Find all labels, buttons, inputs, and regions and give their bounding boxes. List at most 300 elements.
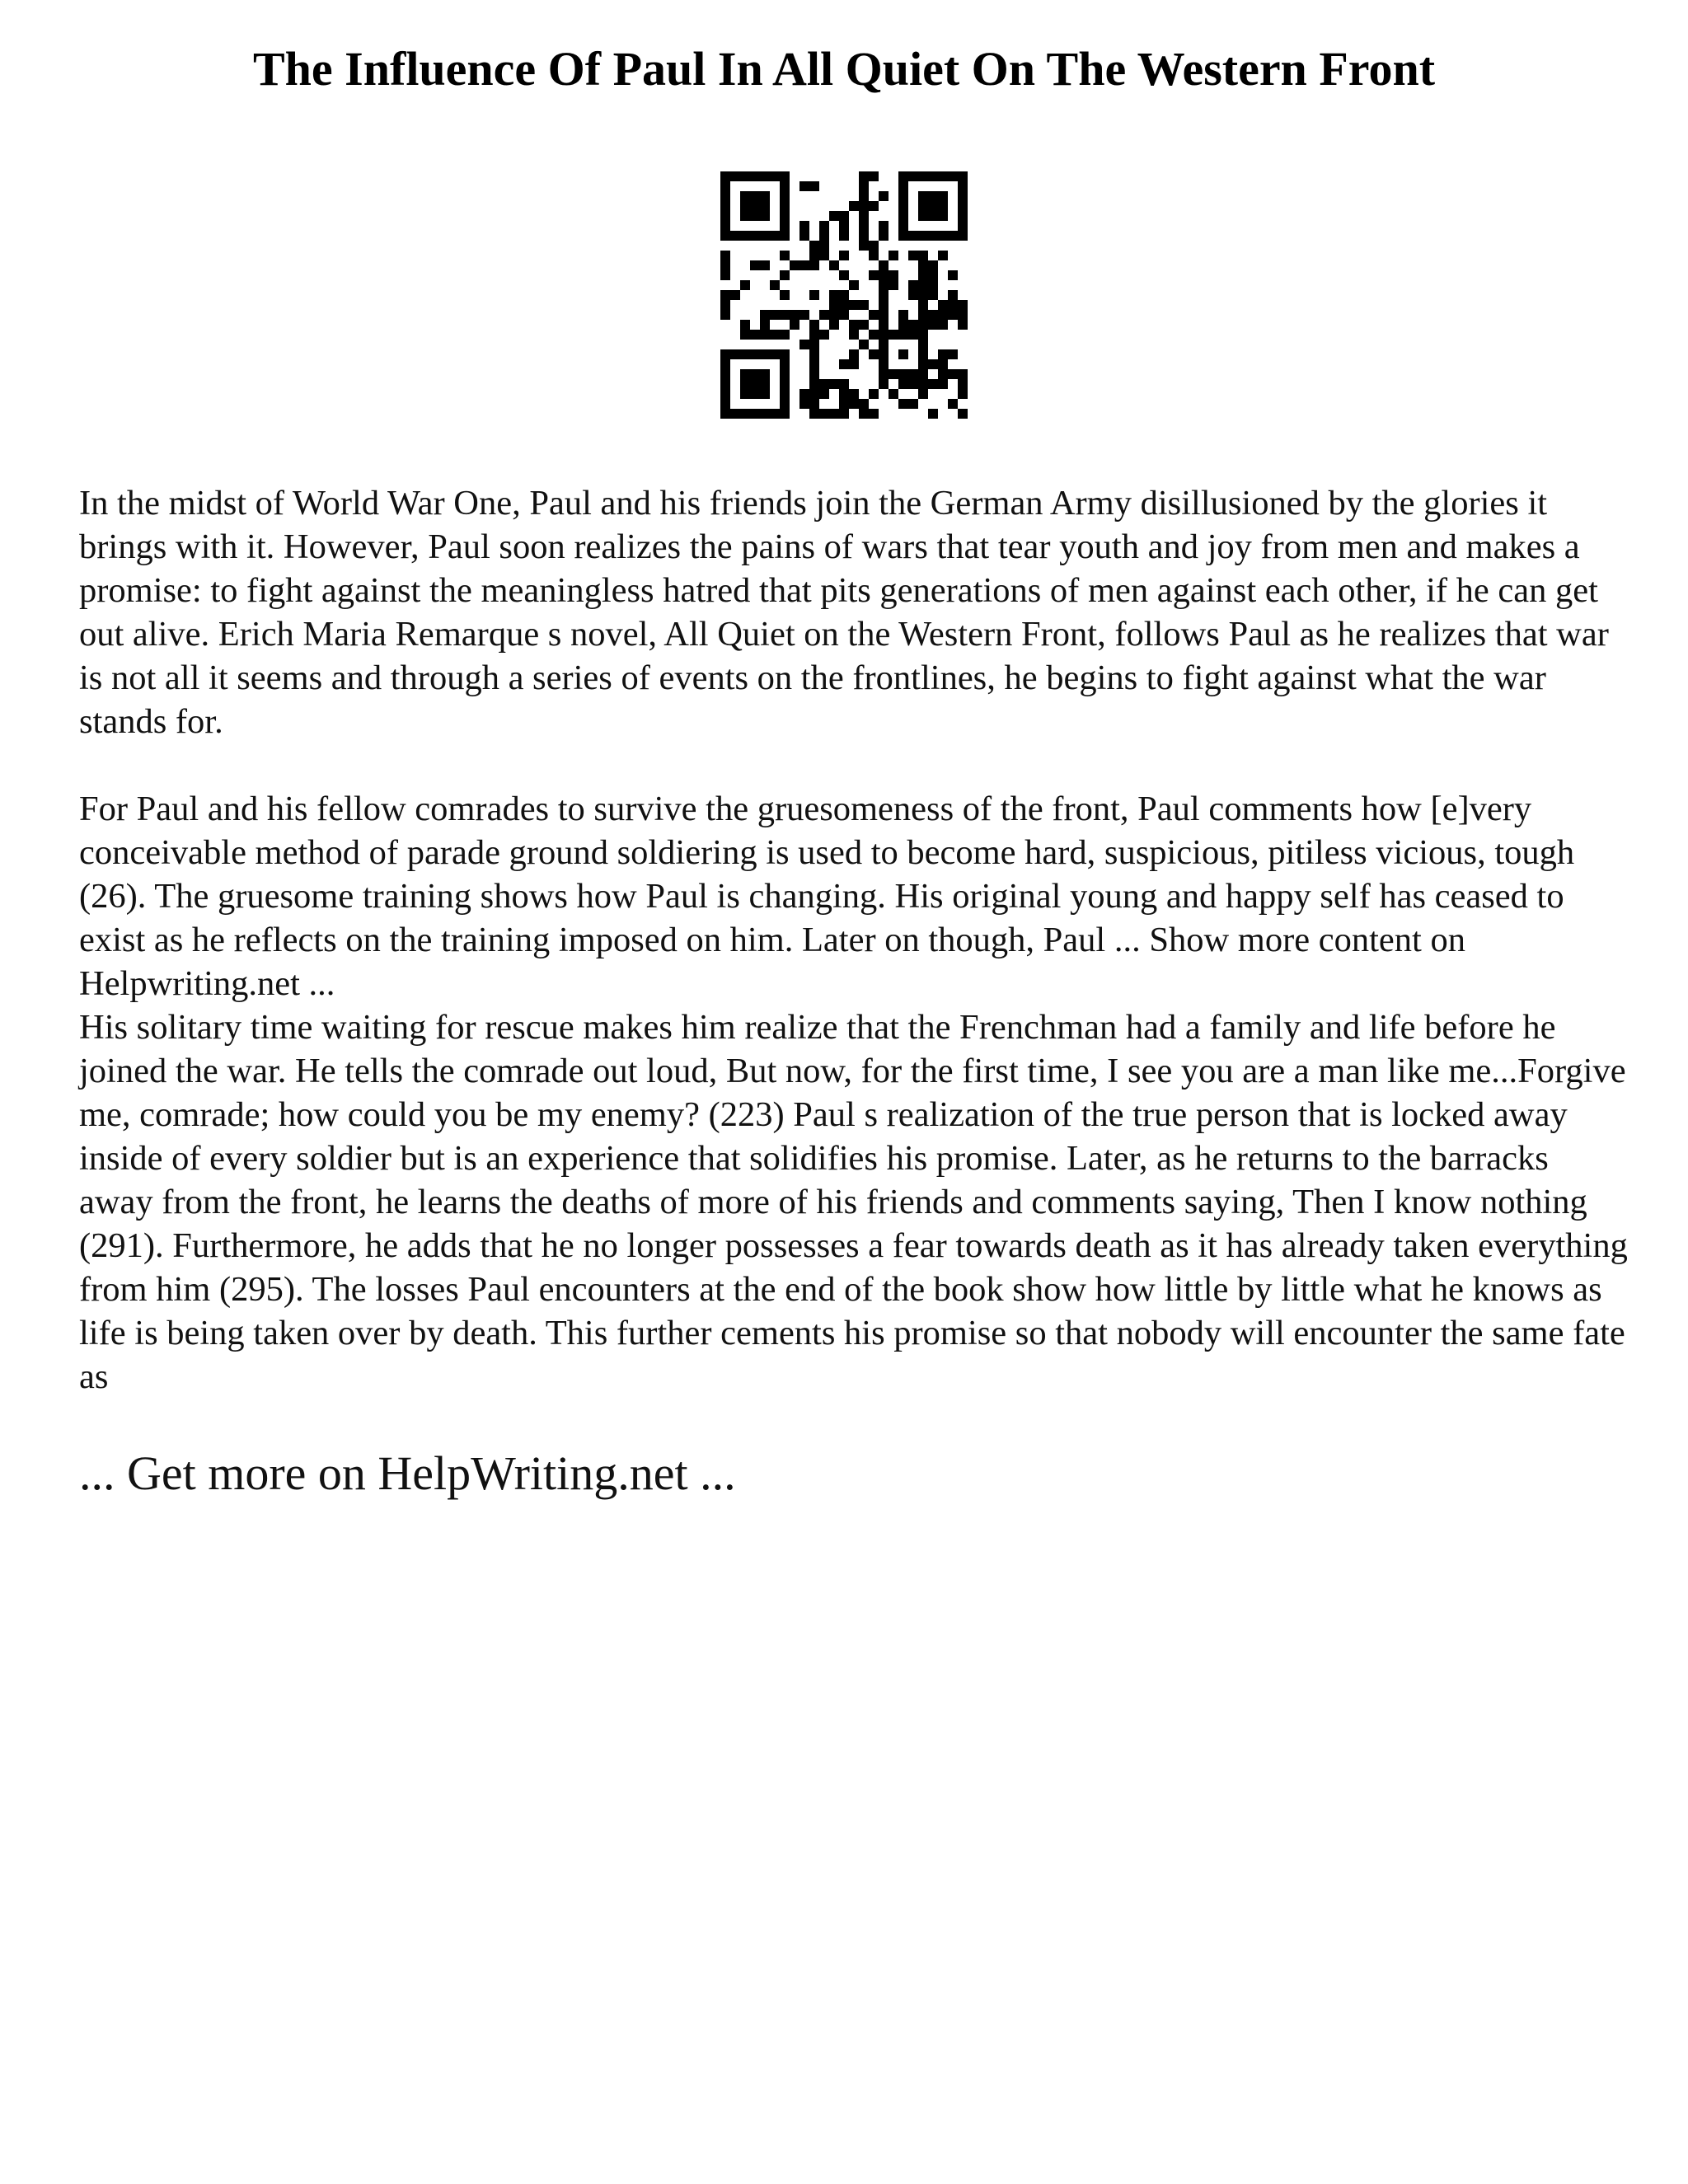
qr-module: [898, 379, 908, 389]
qr-module: [938, 251, 948, 260]
qr-module: [879, 359, 889, 369]
qr-module: [809, 251, 819, 260]
qr-module: [780, 211, 790, 221]
qr-module: [948, 399, 958, 409]
qr-module: [720, 399, 730, 409]
qr-module: [780, 251, 790, 260]
qr-module: [958, 201, 968, 211]
qr-module: [750, 330, 760, 340]
qr-module: [879, 260, 889, 270]
qr-module: [879, 349, 889, 359]
qr-module: [918, 201, 928, 211]
qr-module: [859, 300, 869, 310]
qr-module: [809, 181, 819, 191]
qr-module: [799, 260, 809, 270]
qr-module: [928, 409, 938, 419]
qr-module: [879, 330, 889, 340]
qr-module: [849, 359, 859, 369]
qr-module: [879, 290, 889, 300]
qr-module: [839, 211, 849, 221]
qr-module: [760, 201, 770, 211]
qr-module: [839, 409, 849, 419]
qr-module: [918, 300, 928, 310]
qr-module: [879, 191, 889, 201]
qr-module: [839, 290, 849, 300]
qr-module: [839, 270, 849, 280]
qr-module: [720, 389, 730, 399]
qr-module: [889, 330, 898, 340]
qr-module: [780, 359, 790, 369]
qr-module: [730, 231, 740, 241]
qr-module: [928, 201, 938, 211]
qr-module: [839, 359, 849, 369]
qr-module: [918, 171, 928, 181]
qr-module: [918, 320, 928, 330]
qr-module: [928, 191, 938, 201]
qr-module: [958, 310, 968, 320]
qr-module: [859, 181, 869, 191]
qr-module: [760, 349, 770, 359]
qr-module: [740, 389, 750, 399]
qr-module: [948, 300, 958, 310]
qr-module: [720, 231, 730, 241]
qr-module: [730, 171, 740, 181]
qr-module: [849, 201, 859, 211]
qr-module: [958, 231, 968, 241]
qr-module: [819, 231, 829, 241]
qr-module: [839, 231, 849, 241]
qr-module: [889, 280, 898, 290]
qr-module: [760, 191, 770, 201]
qr-module: [770, 171, 780, 181]
qr-module: [750, 260, 760, 270]
qr-module: [750, 191, 760, 201]
qr-module: [889, 389, 898, 399]
qr-module: [819, 241, 829, 251]
qr-module: [898, 191, 908, 201]
qr-module: [770, 231, 780, 241]
qr-module: [889, 251, 898, 260]
qr-module: [958, 300, 968, 310]
qr-module: [938, 171, 948, 181]
qr-module: [859, 231, 869, 241]
qr-module: [898, 349, 908, 359]
qr-module: [740, 330, 750, 340]
qr-module: [780, 201, 790, 211]
qr-module: [948, 171, 958, 181]
qr-module: [740, 211, 750, 221]
qr-module: [898, 181, 908, 191]
qr-module: [740, 280, 750, 290]
qr-module: [829, 300, 839, 310]
qr-module: [799, 399, 809, 409]
qr-module: [948, 231, 958, 241]
qr-module: [849, 349, 859, 359]
qr-module: [938, 310, 948, 320]
qr-module: [898, 201, 908, 211]
qr-module: [740, 191, 750, 201]
qr-module: [918, 280, 928, 290]
qr-module: [809, 359, 819, 369]
qr-module: [839, 300, 849, 310]
qr-module: [809, 349, 819, 359]
qr-module: [849, 389, 859, 399]
qr-module: [879, 231, 889, 241]
qr-module: [958, 221, 968, 231]
qr-module: [809, 340, 819, 349]
qr-module: [869, 270, 879, 280]
qr-module: [869, 241, 879, 251]
qr-module: [780, 290, 790, 300]
qr-module: [859, 201, 869, 211]
qr-module: [720, 369, 730, 379]
qr-module: [958, 409, 968, 419]
qr-module: [869, 349, 879, 359]
qr-module: [908, 330, 918, 340]
qr-module: [839, 310, 849, 320]
qr-module: [720, 310, 730, 320]
qr-module: [928, 310, 938, 320]
qr-module: [770, 280, 780, 290]
qr-module: [799, 340, 809, 349]
qr-module: [898, 399, 908, 409]
qr-module: [829, 290, 839, 300]
qr-module: [918, 260, 928, 270]
qr-module: [730, 409, 740, 419]
qr-module: [750, 379, 760, 389]
qr-module: [948, 369, 958, 379]
qr-module: [859, 211, 869, 221]
qr-module: [809, 320, 819, 330]
qr-module: [740, 349, 750, 359]
qr-module: [958, 191, 968, 201]
qr-module: [819, 221, 829, 231]
qr-module: [720, 211, 730, 221]
qr-module: [938, 211, 948, 221]
qr-module: [720, 191, 730, 201]
qr-module: [760, 369, 770, 379]
qr-module: [918, 251, 928, 260]
qr-module: [780, 379, 790, 389]
qr-module: [948, 290, 958, 300]
qr-module: [879, 221, 889, 231]
qr-module: [760, 389, 770, 399]
qr-module: [869, 201, 879, 211]
qr-module: [780, 231, 790, 241]
qr-module: [809, 260, 819, 270]
qr-module: [928, 211, 938, 221]
qr-module: [760, 310, 770, 320]
qr-module: [908, 399, 918, 409]
qr-module: [740, 171, 750, 181]
qr-module: [839, 399, 849, 409]
document-body: [79, 481, 1629, 1399]
get-more-link[interactable]: ... Get more on HelpWriting.net ...: [79, 1446, 736, 1500]
qr-module: [948, 349, 958, 359]
qr-module: [849, 300, 859, 310]
qr-code-icon: [720, 171, 968, 419]
qr-module: [918, 191, 928, 201]
qr-module: [780, 409, 790, 419]
qr-module: [790, 310, 799, 320]
qr-module: [928, 270, 938, 280]
qr-module: [740, 379, 750, 389]
qr-module: [879, 379, 889, 389]
qr-module: [918, 369, 928, 379]
qr-module: [750, 409, 760, 419]
qr-module: [918, 310, 928, 320]
qr-module: [879, 280, 889, 290]
qr-module: [898, 221, 908, 231]
qr-module: [948, 310, 958, 320]
qr-module: [740, 201, 750, 211]
qr-module: [938, 231, 948, 241]
qr-module: [908, 171, 918, 181]
qr-module: [819, 379, 829, 389]
qr-module: [809, 389, 819, 399]
qr-module: [928, 171, 938, 181]
qr-module: [839, 221, 849, 231]
qr-module: [790, 320, 799, 330]
qr-module: [898, 211, 908, 221]
qr-module: [770, 409, 780, 419]
qr-module: [720, 181, 730, 191]
qr-module: [809, 379, 819, 389]
qr-module: [780, 171, 790, 181]
qr-module: [918, 211, 928, 221]
qr-module: [720, 221, 730, 231]
qr-module: [760, 231, 770, 241]
qr-module: [889, 369, 898, 379]
qr-module: [869, 251, 879, 260]
qr-module: [720, 409, 730, 419]
qr-module: [799, 221, 809, 231]
qr-module: [829, 310, 839, 320]
qr-module: [780, 181, 790, 191]
qr-module: [938, 349, 948, 359]
qr-module: [928, 280, 938, 290]
qr-module: [879, 300, 889, 310]
qr-module: [849, 280, 859, 290]
qr-module: [760, 171, 770, 181]
qr-module: [948, 270, 958, 280]
qr-module: [809, 241, 819, 251]
qr-module: [740, 320, 750, 330]
qr-module: [720, 359, 730, 369]
qr-module: [809, 369, 819, 379]
qr-module: [918, 359, 928, 369]
qr-module: [958, 369, 968, 379]
qr-module: [928, 320, 938, 330]
qr-module: [928, 290, 938, 300]
qr-module: [730, 290, 740, 300]
qr-module: [760, 330, 770, 340]
qr-module: [918, 290, 928, 300]
qr-module: [869, 310, 879, 320]
qr-module: [908, 231, 918, 241]
qr-module: [819, 409, 829, 419]
qr-module: [958, 171, 968, 181]
qr-module: [799, 389, 809, 399]
qr-module: [859, 191, 869, 201]
page-title: The Influence Of Paul In All Quiet On The Western Front: [252, 42, 1436, 96]
qr-module: [898, 320, 908, 330]
qr-module: [958, 211, 968, 221]
qr-module: [908, 280, 918, 290]
qr-module: [760, 379, 770, 389]
qr-module: [839, 379, 849, 389]
qr-module: [829, 260, 839, 270]
qr-module: [898, 369, 908, 379]
qr-module: [849, 399, 859, 409]
qr-module: [918, 379, 928, 389]
qr-module: [889, 270, 898, 280]
qr-module: [918, 231, 928, 241]
paragraph-1: In the midst of World War One, Paul and his friends join the German Army disillusioned by the glories it brings with it. However, Paul soon realizes the pains of wars that tear youth and joy from men and makes a promise: to fight against the meaningless hatred that pits generations of men against each other, if he can get out alive. Erich Maria Remarque s novel, All Quiet on the Western Front, follows Paul as he realizes that war is not all it seems and through a series of events on the frontlines, he begins to fight against what the war stands for.: [79, 484, 1609, 741]
qr-module: [859, 320, 869, 330]
qr-module: [898, 171, 908, 181]
qr-module: [918, 330, 928, 340]
qr-module: [720, 349, 730, 359]
qr-module: [790, 260, 799, 270]
qr-module: [938, 300, 948, 310]
qr-module: [849, 330, 859, 340]
qr-module: [958, 181, 968, 191]
qr-module: [908, 369, 918, 379]
qr-module: [898, 330, 908, 340]
qr-module: [809, 290, 819, 300]
qr-module: [760, 320, 770, 330]
qr-module: [938, 201, 948, 211]
qr-module: [829, 379, 839, 389]
qr-module: [750, 171, 760, 181]
qr-module: [730, 349, 740, 359]
qr-module: [859, 409, 869, 419]
qr-module: [869, 409, 879, 419]
qr-module: [809, 399, 819, 409]
qr-module: [799, 310, 809, 320]
qr-module: [879, 310, 889, 320]
qr-module: [958, 379, 968, 389]
qr-module: [898, 231, 908, 241]
qr-module: [879, 369, 889, 379]
qr-module: [928, 359, 938, 369]
qr-module: [720, 379, 730, 389]
qr-module: [928, 231, 938, 241]
qr-module: [809, 330, 819, 340]
qr-module: [908, 379, 918, 389]
qr-module: [859, 241, 869, 251]
qr-module: [928, 260, 938, 270]
qr-module: [770, 330, 780, 340]
qr-module: [859, 399, 869, 409]
qr-module: [908, 320, 918, 330]
paragraph-3: His solitary time waiting for rescue makes him realize that the Frenchman had a family and life before he joined the war. He tells the comrade out loud, But now, for the first time, I see you are a man like me...Forgive me, comrade; how could you be my enemy? (223) Paul s realization of the true person that is locked away inside of every soldier but is an experience that solidifies his promise. Later, as he returns to the barracks away from the front, he learns the deaths of more of his friends and comments saying, Then I know nothing (291). Furthermore, he adds that he no longer possesses a fear towards death as it has already taken everything from him (295). The losses Paul encounters at the end of the book show how little by little what he knows as life is being taken over by death. This further cements his promise so that nobody will encounter the same fate as: [79, 1008, 1628, 1396]
qr-module: [839, 389, 849, 399]
qr-module: [740, 369, 750, 379]
qr-module: [918, 389, 928, 399]
qr-module: [750, 389, 760, 399]
qr-module: [799, 181, 809, 191]
qr-module: [720, 300, 730, 310]
qr-module: [750, 231, 760, 241]
qr-module: [859, 171, 869, 181]
qr-module: [780, 399, 790, 409]
qr-module: [740, 409, 750, 419]
paragraph-2: For Paul and his fellow comrades to survive the gruesomeness of the front, Paul comments how [e]very conceivable method of parade ground soldiering is used to become hard, suspicious, pitiless vicious, tough (26). The gruesome training shows how Paul is changing. His original young and happy self has ceased to exist as he reflects on the training imposed on him. Later on though, Paul ... Show more content on Helpwriting.net ...: [79, 790, 1575, 1003]
qr-module: [780, 349, 790, 359]
qr-module: [958, 320, 968, 330]
qr-module: [859, 340, 869, 349]
qr-module: [869, 330, 879, 340]
qr-module: [740, 231, 750, 241]
qr-module: [750, 211, 760, 221]
qr-module: [720, 290, 730, 300]
qr-module: [829, 211, 839, 221]
qr-module: [938, 369, 948, 379]
qr-module: [780, 310, 790, 320]
qr-module: [938, 320, 948, 330]
qr-module: [918, 270, 928, 280]
qr-module: [819, 251, 829, 260]
qr-module: [750, 369, 760, 379]
qr-module: [799, 231, 809, 241]
qr-module: [770, 349, 780, 359]
qr-module: [720, 270, 730, 280]
qr-module: [780, 330, 790, 340]
qr-module: [918, 340, 928, 349]
qr-module: [750, 201, 760, 211]
qr-module: [770, 310, 780, 320]
qr-module: [908, 251, 918, 260]
qr-module: [839, 251, 849, 260]
qr-module: [869, 389, 879, 399]
qr-module: [780, 369, 790, 379]
qr-module: [780, 221, 790, 231]
qr-module: [938, 191, 948, 201]
qr-module: [750, 349, 760, 359]
qr-module: [938, 359, 948, 369]
qr-module: [720, 251, 730, 260]
qr-module: [918, 349, 928, 359]
qr-module: [879, 340, 889, 349]
qr-module: [859, 221, 869, 231]
qr-module: [898, 310, 908, 320]
qr-module: [760, 409, 770, 419]
qr-module: [780, 270, 790, 280]
qr-module: [879, 270, 889, 280]
qr-module: [720, 260, 730, 270]
qr-module: [809, 409, 819, 419]
qr-module: [780, 191, 790, 201]
qr-module: [819, 310, 829, 320]
qr-module: [938, 379, 948, 389]
qr-module: [819, 389, 829, 399]
qr-module: [958, 389, 968, 399]
qr-module: [819, 330, 829, 340]
qr-module: [780, 389, 790, 399]
qr-module: [879, 320, 889, 330]
qr-module: [760, 211, 770, 221]
qr-module: [720, 201, 730, 211]
qr-module: [829, 320, 839, 330]
qr-module: [720, 171, 730, 181]
qr-module: [760, 260, 770, 270]
qr-module: [908, 290, 918, 300]
qr-module: [869, 171, 879, 181]
qr-module: [849, 320, 859, 330]
qr-module: [928, 379, 938, 389]
